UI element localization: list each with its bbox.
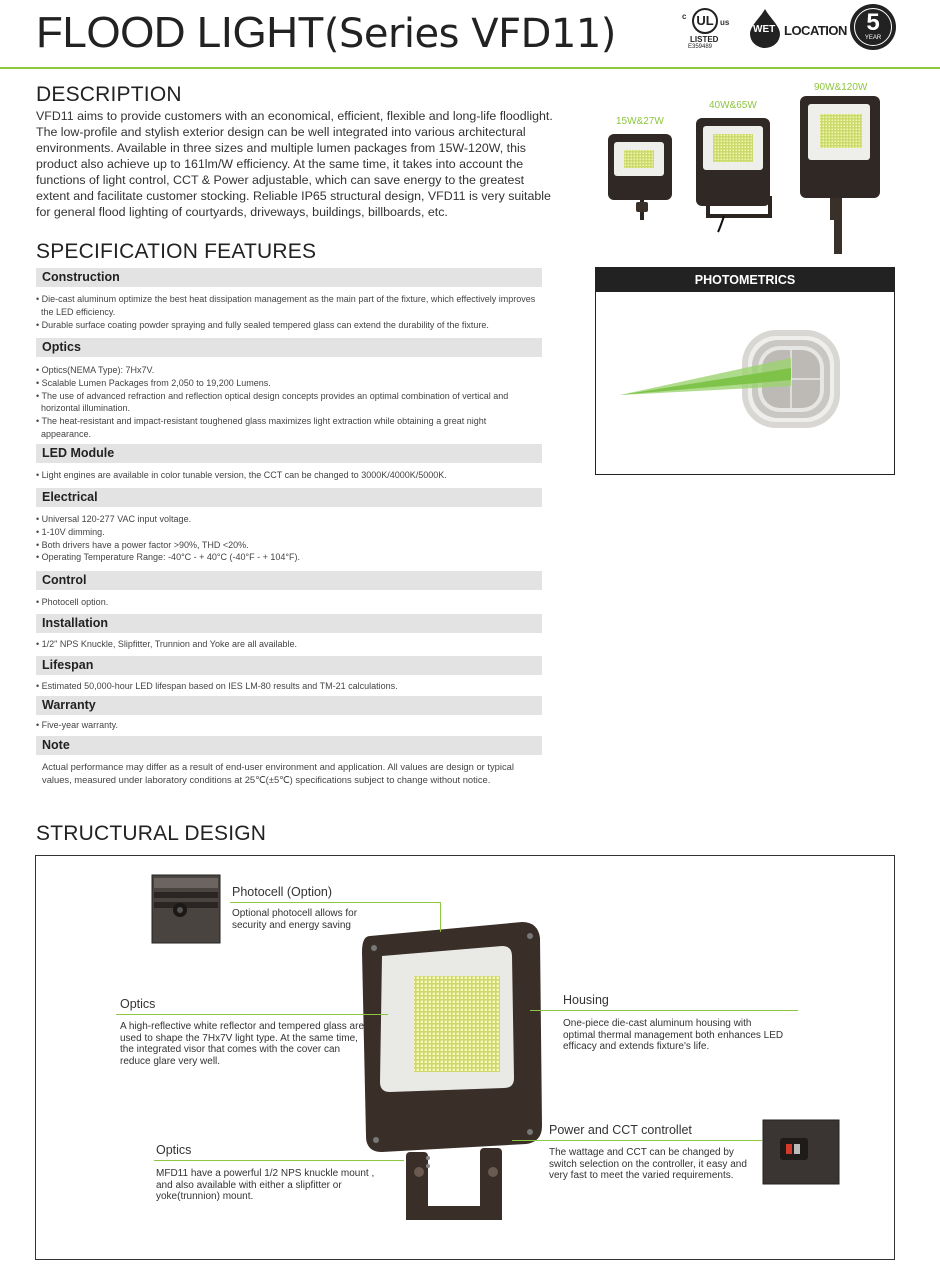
mount-title: Optics [156,1143,192,1157]
installation-list [36,638,542,651]
list-item: • Five-year warranty. [36,720,119,730]
description-heading: DESCRIPTION [36,83,182,106]
photocell-callout-line [230,902,440,903]
housing-text: One-piece die-cast aluminum housing with optimal thermal management both enhances LED efficacy and extends fixture's life. [563,1018,784,1053]
mount-callout-line [154,1160,404,1161]
lifespan-list [36,680,542,693]
list-item: • Photocell option. [36,597,109,607]
ul-number: E359489 [688,44,713,50]
warranty-year-label: YEAR [864,35,882,41]
ul-listed-badge [680,8,732,52]
wet-location-badge [748,6,847,52]
optics-callout-line [116,1014,388,1015]
list-item: • The heat-resistant and impact-resistant toughened glass maximizes light extraction while obtaining a great night appearance. [36,416,487,439]
header-divider [0,67,940,69]
large-fixture [800,96,880,254]
product-medium-label: 40W&65W [709,100,757,111]
photometrics-diagram [596,292,894,474]
controller-inset [763,1120,839,1184]
ul-c-mark: c [682,12,687,21]
small-fixture [608,134,672,220]
optics-callout-text: A high-reflective white reflector and tempered glass are used to shape the 7Hx7V light type. At the same time, the integrated visor that comes with the cover can reduce glare very well. [120,1021,365,1067]
list-item: • Die-cast aluminum optimize the best heat dissipation management as the main part of the fixture, which effectively improves the LED efficiency. [36,294,536,317]
list-item: • The use of advanced refraction and reflection optical design concepts provides an optimal combination of vertical and horizontal illumination. [36,390,509,414]
photometrics-heading: PHOTOMETRICS [596,268,894,292]
list-item: • Both drivers have a power factor >90%, THD <20%. [36,539,249,550]
power-title: Power and CCT controllet [549,1123,692,1137]
yoke-mount [406,1148,502,1220]
title-main: FLOOD LIGHT [36,8,324,57]
ul-logo-icon: UL [692,8,718,34]
construction-list [36,293,542,331]
product-family-image [600,92,890,260]
lifespan-bar: Lifespan [36,656,542,675]
title-series: (Series VFD11) [323,11,616,57]
electrical-bar: Electrical [36,488,542,507]
list-item: • Operating Temperature Range: -40°C - + 40°C (-40°F - + 104°F). [36,552,300,563]
electrical-list [36,513,542,564]
optics-bar: Optics [36,338,542,357]
list-item: • Light engines are available in color tunable version, the CCT can be changed to 3000K/4000K/5000K. [36,470,447,480]
warranty-years: 5 [866,9,880,36]
list-item: • Scalable Lumen Packages from 2,050 to 19,200 Lumens. [36,377,271,388]
installation-bar: Installation [36,614,542,633]
location-text: LOCATION [784,23,847,38]
page-title [36,8,616,58]
optics-callout-title: Optics [120,997,156,1011]
photocell-inset [152,875,220,943]
housing-title: Housing [563,993,609,1007]
spec-heading: SPECIFICATION FEATURES [36,240,317,263]
ul-us-mark: us [720,18,730,27]
photocell-title: Photocell (Option) [232,885,333,899]
led-module-list [36,469,542,482]
ul-listed-text: LISTED [690,35,719,44]
photocell-text: Optional photocell allows for security and energy saving [232,908,358,931]
note-bar: Note [36,736,542,755]
list-item: • Estimated 50,000-hour LED lifespan based on IES LM-80 results and TM-21 calculations. [36,681,398,691]
warranty-list [36,719,542,732]
list-item: • Universal 120-277 VAC input voltage. [36,514,192,524]
description-text: VFD11 aims to provide customers with an economical, efficient, flexible and long-life floodlight. The low-profile and stylish exterior design can be well integrated into various architectural environments. Available in three sizes and multiple lumen packages from 15W-120W, this product also achieve up to 161lm/W efficiency. At the same time, it takes into account the functions of light control, CCT & Power adjustable, which can save energy to the greatest extent and facilitate customer stocking. Reliable IP65 structural design, VFD11 is very suitable for general flood lighting of courtyards, driveways, buildings, billboards, etc. [36,109,553,219]
structural-heading: STRUCTURAL DESIGN [36,822,267,845]
list-item: • Optics(NEMA Type): 7Hx7V. [36,365,155,375]
product-large-label: 90W&120W [814,82,868,93]
fixture-body [362,922,542,1152]
photocell-callout-drop [440,902,441,932]
product-small-label: 15W&27W [616,116,664,127]
control-bar: Control [36,571,542,590]
warranty-5-year-badge [850,4,896,50]
control-list [36,596,542,609]
warranty-bar: Warranty [36,696,542,715]
power-callout-line [512,1140,762,1141]
optics-list [36,364,516,441]
list-item: • 1/2" NPS Knuckle, Slipfitter, Trunnion and Yoke are all available. [36,639,298,649]
photometrics-box [595,267,895,475]
medium-fixture [696,118,770,232]
mount-text: MFD11 have a powerful 1/2 NPS knuckle mount , and also available with either a slipfitter or yoke(trunnion) mount. [156,1168,375,1203]
wet-text: WET [753,24,776,35]
list-item: • 1-10V dimming. [36,526,105,537]
note-text: Actual performance may differ as a result of end-user environment and application. All values are design or typical values, measured under laboratory conditions at 25℃(±5℃) specifications subject to change without notice. [42,761,514,785]
led-module-bar: LED Module [36,444,542,463]
construction-bar: Construction [36,268,542,287]
list-item: • Durable surface coating powder spraying and fully sealed tempered glass can extend the durability of the fixture. [36,319,489,330]
housing-callout-line [530,1010,798,1011]
power-text: The wattage and CCT can be changed by switch selection on the controller, it easy and very fast to meet the varied requirements. [549,1147,747,1182]
